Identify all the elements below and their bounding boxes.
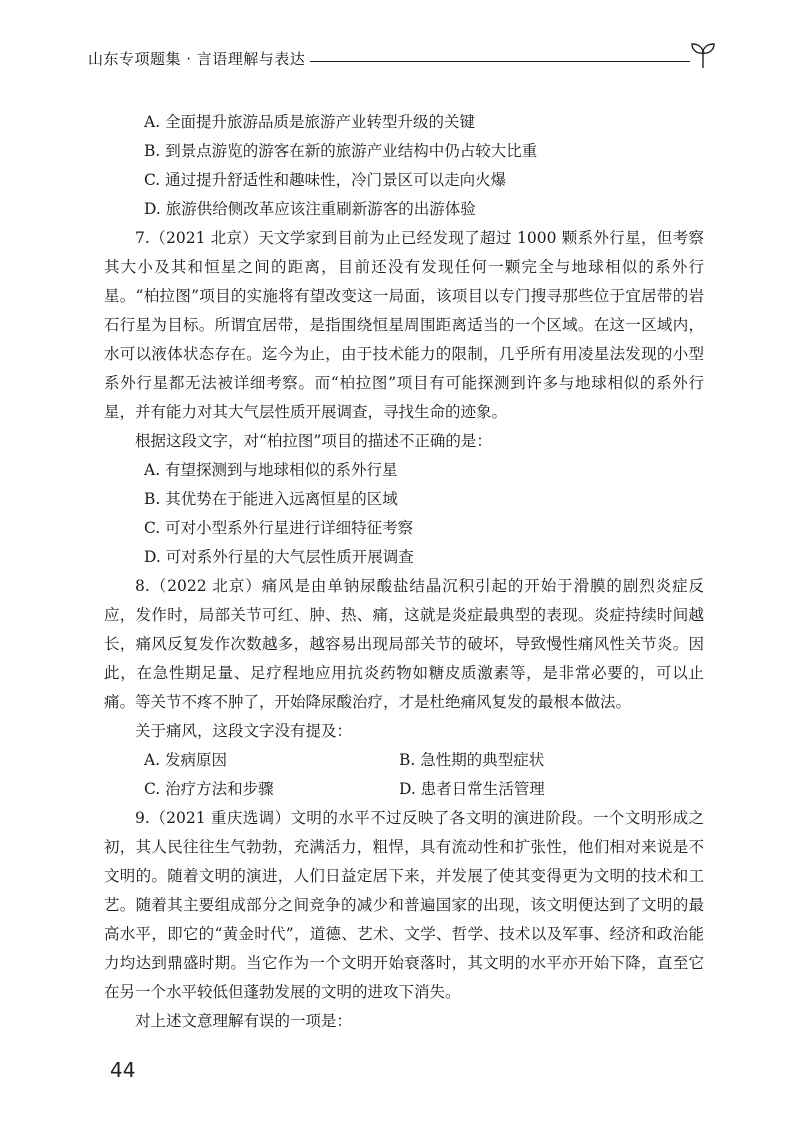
q8-options-row-1	[104, 746, 704, 775]
sprout-leaf-icon	[688, 40, 718, 70]
q7-question: 根据这段文字，对“柏拉图”项目的描述不正确的是：	[135, 432, 492, 450]
q8-passage: 8.（2022 北京）痛风是由单钠尿酸盐结晶沉积引起的开始于滑膜的剧烈炎症反应，发作时，局部关节可红、肿、热、痛，这就是炎症最典型的表现。炎症持续时间越长，痛风反复发作次数越多，越容易出现局部关节的破坏，导致慢性痛风性关节炎。因此，在急性期足量、足疗程地应用抗炎药物如糖皮质激素等，是非常必要的，可以止痛。等关节不疼不肿了，开始降尿酸治疗，才是杜绝痛风复发的最根本做法。	[104, 577, 704, 711]
option-d: D. 旅游供给侧改革应该注重刷新游客的出游体验	[144, 200, 476, 218]
header-rule	[310, 61, 690, 62]
prev-question-options	[104, 108, 704, 224]
q8-option-c: C. 治疗方法和步骤	[144, 780, 274, 798]
page-number: 44	[110, 1058, 136, 1082]
q7-option-d: D. 可对系外行星的大气层性质开展调查	[144, 548, 414, 566]
running-header	[88, 40, 718, 74]
question-9	[104, 804, 704, 1036]
q8-options-row-2	[104, 775, 704, 804]
q7-option-b: B. 其优势在于能进入远离恒星的区域	[144, 490, 398, 508]
q7-option-a: A. 有望探测到与地球相似的系外行星	[144, 461, 398, 479]
header-title: 山东专项题集 · 言语理解与表达	[88, 50, 306, 68]
page-content	[104, 108, 704, 1036]
question-7	[104, 224, 704, 572]
question-8	[104, 572, 704, 804]
q9-passage: 9.（2021 重庆选调）文明的水平不过反映了各文明的演进阶段。一个文明形成之初，其人民往往生气勃勃，充满活力，粗悍，具有流动性和扩张性，他们相对来说是不文明的。随着文明的演进，人们日益定居下来，并发展了使其变得更为文明的技术和工艺。随着其主要组成部分之间竞争的减少和普遍国家的出现，该文明便达到了文明的最高水平，即它的“黄金时代”，道德、艺术、文学、哲学、技术以及军事、经济和政治能力均达到鼎盛时期。当它作为一个文明开始衰落时，其文明的水平亦开始下降，直至它在另一个水平较低但蓬勃发展的文明的进攻下消失。	[104, 809, 704, 1001]
q8-option-d: D. 患者日常生活管理	[399, 780, 545, 798]
option-b: B. 到景点游览的游客在新的旅游产业结构中仍占较大比重	[144, 142, 538, 160]
q8-question: 关于痛风，这段文字没有提及：	[135, 722, 353, 740]
q8-option-a: A. 发病原因	[144, 751, 228, 769]
option-c: C. 通过提升舒适性和趣味性，冷门景区可以走向火爆	[144, 171, 507, 189]
q8-option-b: B. 急性期的典型症状	[399, 751, 545, 769]
option-a: A. 全面提升旅游品质是旅游产业转型升级的关键	[144, 113, 476, 131]
q9-question: 对上述文意理解有误的一项是：	[135, 1012, 353, 1030]
q7-option-c: C. 可对小型系外行星进行详细特征考察	[144, 519, 414, 537]
q7-passage: 7.（2021 北京）天文学家到目前为止已经发现了超过 1000 颗系外行星，但考察其大小及其和恒星之间的距离，目前还没有发现任何一颗完全与地球相似的系外行星。“柏拉图”项目的实施将有望改变这一局面，该项目以专门搜寻那些位于宜居带的岩石行星为目标。所谓宜居带，是指围绕恒星周围距离适当的一个区域。在这一区域内，水可以液体状态存在。迄今为止，由于技术能力的限制，几乎所有用凌星法发现的小型系外行星都无法被详细考察。而“柏拉图”项目有可能探测到许多与地球相似的系外行星，并有能力对其大气层性质开展调查，寻找生命的迹象。	[104, 229, 704, 421]
